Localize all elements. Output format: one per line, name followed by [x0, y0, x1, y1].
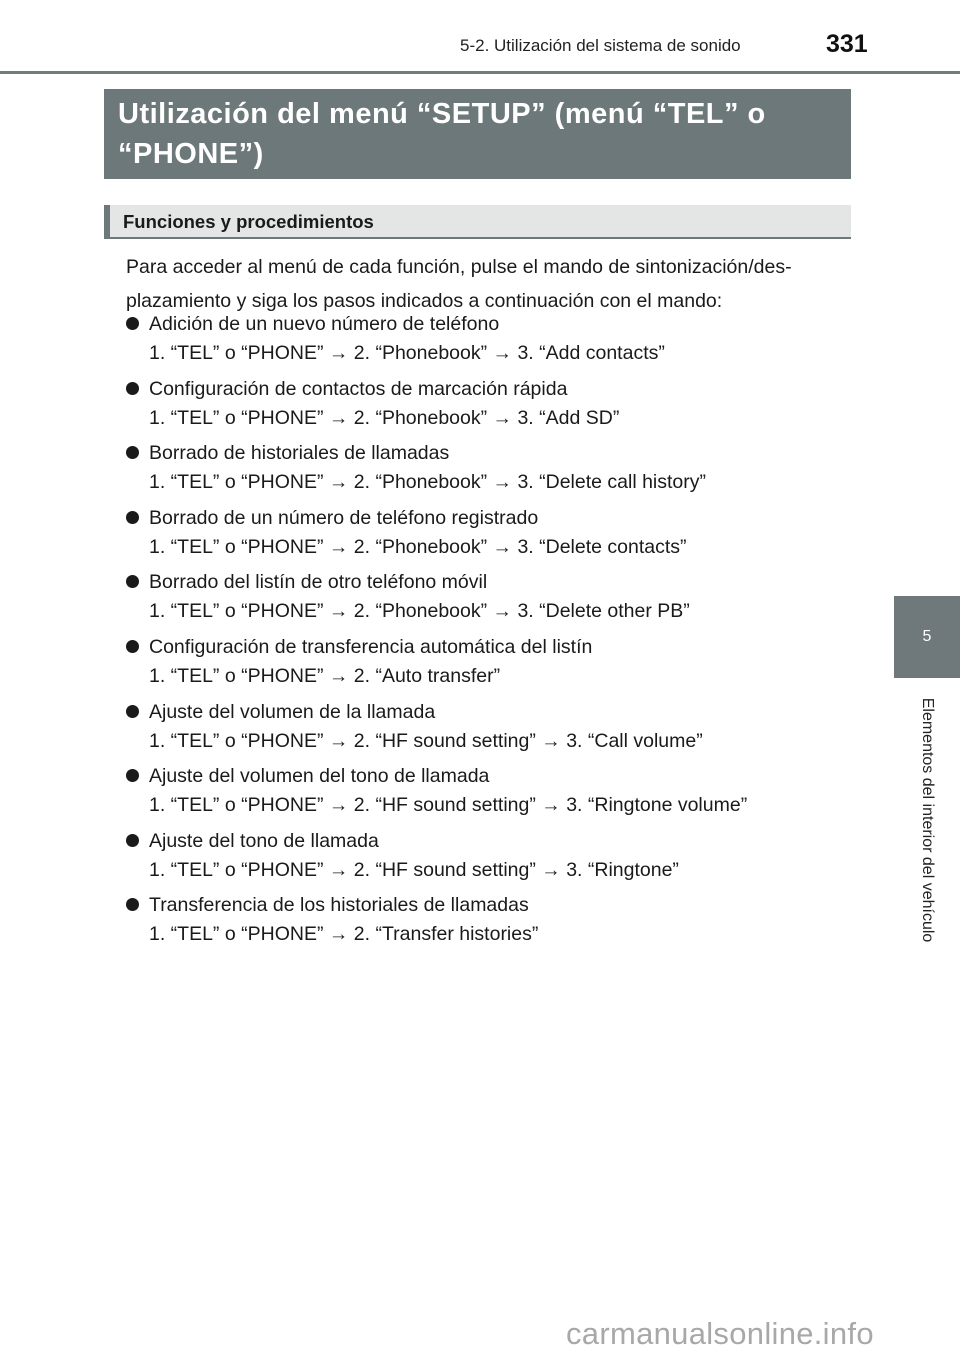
item-path: 1. “TEL” o “PHONE” → 2. “HF sound setting” → 3. “Call volume” [149, 729, 703, 752]
title-banner [104, 89, 851, 179]
list-item [126, 440, 856, 505]
subheading-bar [104, 205, 851, 239]
section-header: 5-2. Utilización del sistema de sonido [460, 36, 741, 55]
list-item [126, 311, 856, 376]
item-title: Adición de un nuevo número de teléfono [149, 313, 500, 335]
page-number: 331 [826, 30, 868, 58]
item-title: Ajuste del volumen de la llamada [149, 700, 436, 723]
item-path: 1. “TEL” o “PHONE” → 2. “Phonebook” → 3. “Delete call history” [149, 471, 707, 494]
watermark: carmanualsonline.info [566, 1316, 874, 1351]
item-path: 1. “TEL” o “PHONE” → 2. “HF sound setting” → 3. “Ringtone” [149, 858, 679, 881]
bullet-icon [126, 575, 139, 588]
list-item [126, 634, 856, 699]
list-item [126, 892, 856, 957]
chapter-tab [894, 596, 960, 678]
header-divider [0, 71, 960, 74]
bullet-icon [126, 705, 139, 718]
bullet-icon [126, 898, 139, 911]
bullet-icon [126, 640, 139, 653]
function-list [126, 311, 856, 957]
item-path: 1. “TEL” o “PHONE” → 2. “HF sound setting” → 3. “Ringtone volume” [149, 794, 748, 817]
bullet-icon [126, 317, 139, 330]
item-path: 1. “TEL” o “PHONE” → 2. “Phonebook” → 3. “Delete contacts” [149, 535, 687, 558]
item-title: Configuración de contactos de marcación rápida [149, 377, 568, 400]
chapter-title: Elementos del interior del vehículo [919, 697, 936, 943]
subheading-accent [104, 205, 110, 239]
item-path: 1. “TEL” o “PHONE” → 2. “Phonebook” → 3. “Add contacts” [149, 342, 665, 364]
intro-paragraph: Para acceder al menú de cada función, pulse el mando de sintonización/des-plazamiento y siga los pasos indicados a continuación con el mando: [126, 256, 792, 312]
list-item [126, 763, 856, 828]
chapter-number: 5 [922, 628, 932, 645]
item-title: Configuración de transferencia automática del listín [149, 635, 593, 658]
bullet-icon [126, 446, 139, 459]
list-item [126, 569, 856, 634]
bullet-icon [126, 511, 139, 524]
list-item [126, 376, 856, 441]
item-title: Ajuste del tono de llamada [149, 829, 379, 852]
item-path: 1. “TEL” o “PHONE” → 2. “Transfer histories” [149, 923, 539, 946]
item-title: Ajuste del volumen del tono de llamada [149, 765, 490, 788]
item-title: Borrado de historiales de llamadas [149, 442, 450, 465]
item-title: Transferencia de los historiales de llamadas [149, 894, 529, 917]
item-title: Borrado del listín de otro teléfono móvil [149, 571, 488, 594]
bullet-icon [126, 769, 139, 782]
bullet-icon [126, 382, 139, 395]
list-item [126, 828, 856, 893]
page-title: Utilización del menú “SETUP” (menú “TEL” o “PHONE”) [118, 98, 766, 170]
item-path: 1. “TEL” o “PHONE” → 2. “Phonebook” → 3. “Delete other PB” [149, 600, 690, 623]
item-title: Borrado de un número de teléfono registrado [149, 506, 539, 529]
item-path: 1. “TEL” o “PHONE” → 2. “Auto transfer” [149, 664, 501, 687]
item-path: 1. “TEL” o “PHONE” → 2. “Phonebook” → 3. “Add SD” [149, 406, 620, 429]
list-item [126, 505, 856, 570]
subheading: Funciones y procedimientos [123, 211, 374, 232]
bullet-icon [126, 834, 139, 847]
list-item [126, 699, 856, 764]
